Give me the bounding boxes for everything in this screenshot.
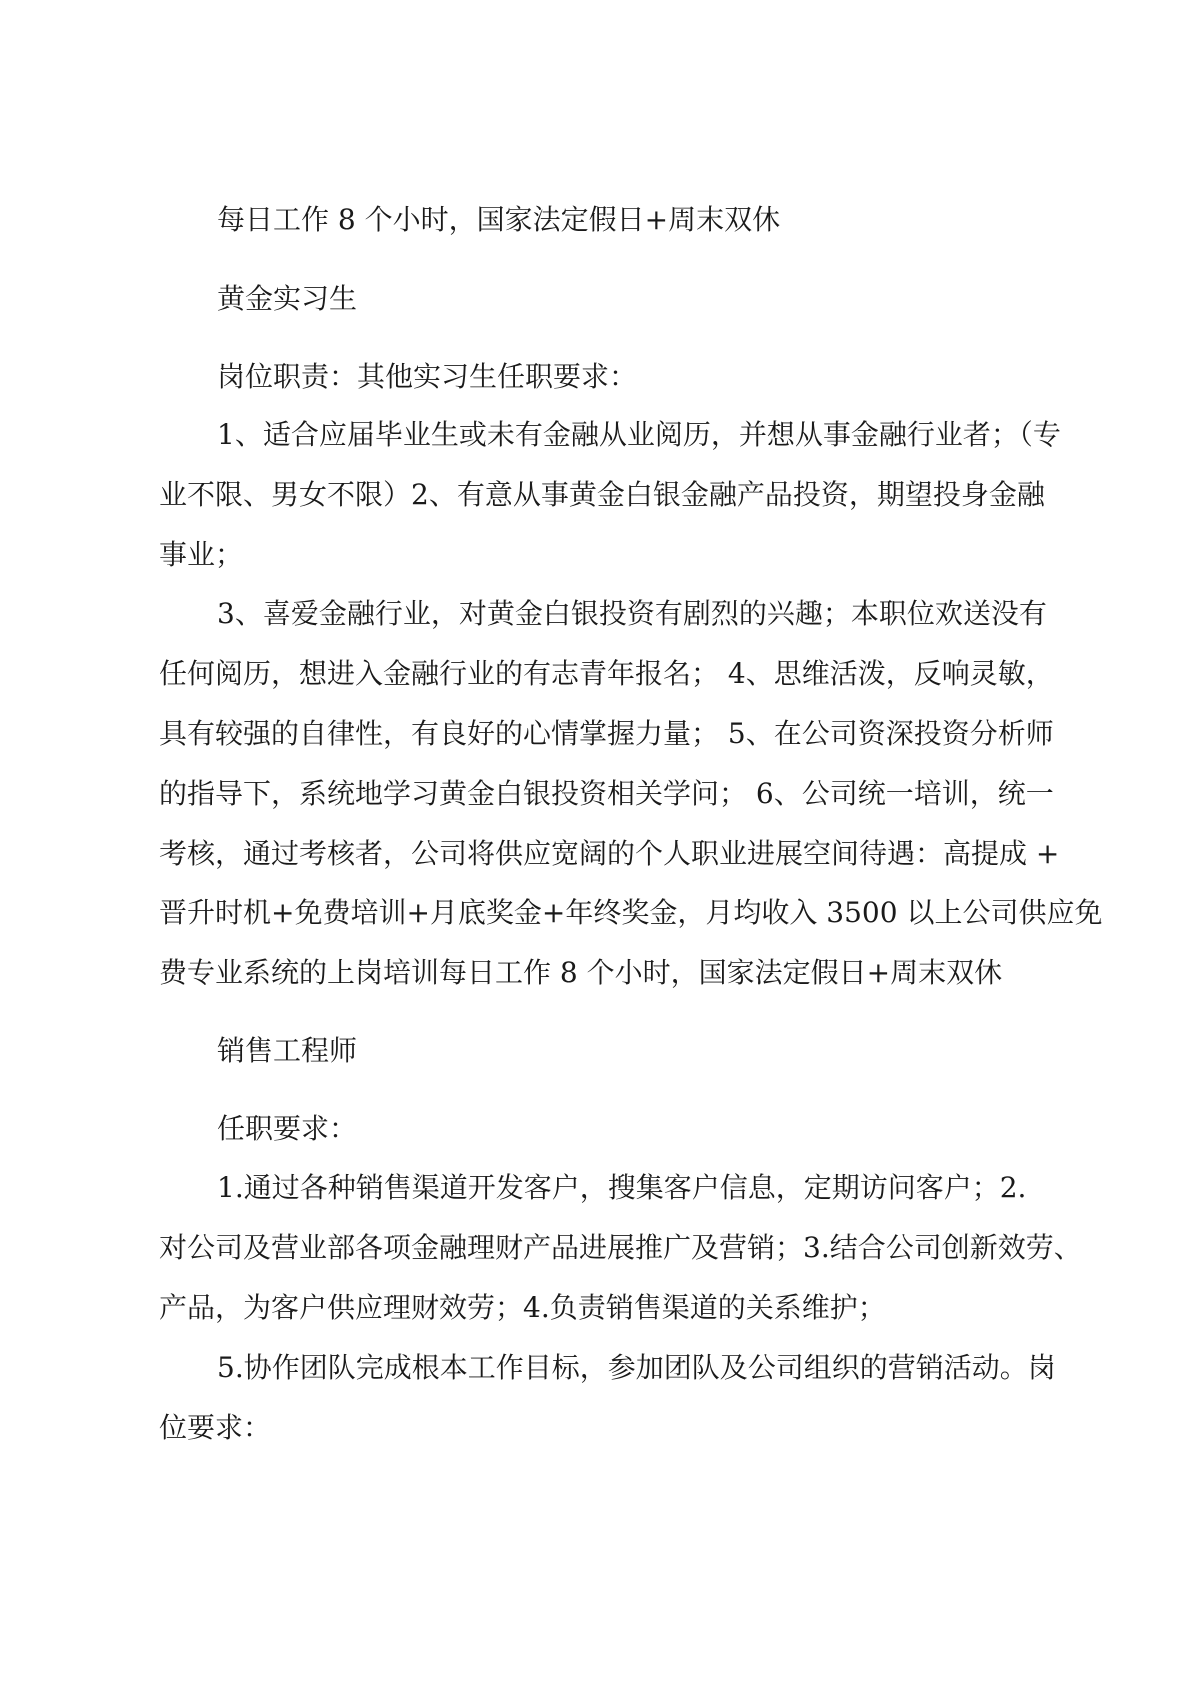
paragraph-requirement-line: 1、适合应届毕业生或未有金融从业阅历，并想从事金融行业者；（专 bbox=[217, 418, 1061, 451]
paragraph-requirement-line: 考核，通过考核者，公司将供应宽阔的个人职业进展空间待遇：高提成 + bbox=[159, 837, 1060, 870]
paragraph-duty-line: 5.协作团队完成根本工作目标，参加团队及公司组织的营销活动。岗 bbox=[217, 1351, 1056, 1384]
paragraph-requirement-line: 晋升时机+免费培训+月底奖金+年终奖金，月均收入 3500 以上公司供应免 bbox=[159, 896, 1103, 929]
paragraph-requirement-line: 的指导下，系统地学习黄金白银投资相关学问； 6、公司统一培训，统一 bbox=[159, 777, 1054, 810]
paragraph-duty-line: 位要求： bbox=[159, 1411, 272, 1444]
paragraph-duty-line: 产品，为客户供应理财效劳；4.负责销售渠道的关系维护； bbox=[159, 1291, 886, 1324]
paragraph-requirement-line: 具有较强的自律性，有良好的心情掌握力量； 5、在公司资深投资分析师 bbox=[159, 717, 1054, 750]
paragraph-requirement-line: 费专业系统的上岗培训每日工作 8 个小时，国家法定假日+周末双休 bbox=[159, 956, 1003, 989]
paragraph-requirement-line: 事业； bbox=[159, 538, 244, 571]
paragraph-job-duties: 岗位职责：其他实习生任职要求： bbox=[217, 360, 638, 393]
paragraph-duty-line: 对公司及营业部各项金融理财产品进展推广及营销；3.结合公司创新效劳、 bbox=[159, 1231, 1082, 1264]
paragraph-requirement-line: 3、喜爱金融行业，对黄金白银投资有剧烈的兴趣；本职位欢送没有 bbox=[217, 597, 1047, 630]
paragraph-qualifications: 任职要求： bbox=[217, 1112, 358, 1145]
heading-sales-engineer: 销售工程师 bbox=[217, 1034, 358, 1067]
heading-gold-intern: 黄金实习生 bbox=[217, 282, 358, 315]
paragraph-requirement-line: 业不限、男女不限）2、有意从事黄金白银金融产品投资，期望投身金融 bbox=[159, 478, 1045, 511]
paragraph-requirement-line: 任何阅历，想进入金融行业的有志青年报名； 4、思维活泼，反响灵敏， bbox=[159, 657, 1054, 690]
paragraph-work-hours: 每日工作 8 个小时，国家法定假日+周末双休 bbox=[217, 203, 781, 236]
paragraph-duty-line: 1.通过各种销售渠道开发客户，搜集客户信息，定期访问客户；2. bbox=[217, 1171, 1027, 1204]
